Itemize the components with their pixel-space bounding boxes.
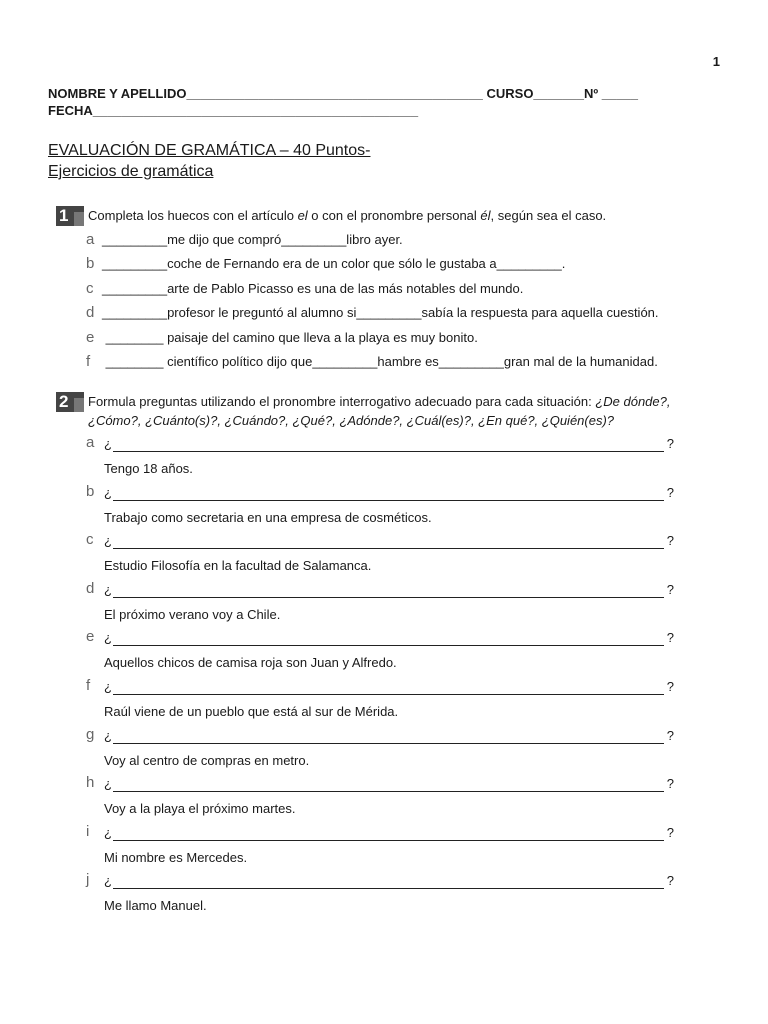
question-letter: h <box>86 774 95 792</box>
question-letter: a <box>86 434 95 451</box>
open-question-mark: ¿ <box>104 873 112 889</box>
exercise-1-header <box>56 206 696 225</box>
blank-rule <box>113 791 664 792</box>
exercise-2-badge: 2 <box>56 392 84 412</box>
given-answer: Aquellos chicos de camisa roja son Juan y Alfredo. <box>104 655 397 671</box>
exercise-1-item <box>86 303 706 323</box>
question-letter: g <box>86 725 95 743</box>
blank-rule <box>113 694 664 695</box>
question-answer-line[interactable] <box>104 630 674 650</box>
question-answer-line[interactable] <box>104 679 674 699</box>
item-text: _________profesor le preguntó al alumno si_________sabía la respuesta para aquella cuestión. <box>102 305 659 321</box>
item-text: ________ científico político dijo que_________hambre es_________gran mal de la humanidad. <box>102 354 658 369</box>
question-answer-line[interactable] <box>104 728 674 748</box>
given-answer: Mi nombre es Mercedes. <box>104 849 248 865</box>
item-text: _________arte de Pablo Picasso es una de las más notables del mundo. <box>102 280 524 296</box>
title-block <box>48 140 370 182</box>
question-answer-line[interactable] <box>104 533 674 553</box>
name-course-field: NOMBRE Y APELLIDO_________________________________________ CURSO_______Nº _____ <box>48 86 638 101</box>
blank-rule <box>113 451 664 452</box>
open-question-mark: ¿ <box>104 436 112 451</box>
blank-rule <box>113 500 664 501</box>
question-answer-line[interactable] <box>104 776 674 796</box>
given-answer: Raúl viene de un pueblo que está al sur de Mérida. <box>104 704 399 719</box>
given-answer: Voy a la playa el próximo martes. <box>104 801 296 817</box>
given-answer: Estudio Filosofía en la facultad de Salamanca. <box>104 558 372 574</box>
question-letter: d <box>86 579 95 597</box>
close-question-mark: ? <box>666 873 674 889</box>
close-question-mark: ? <box>666 776 674 792</box>
close-question-mark: ? <box>666 679 674 694</box>
open-question-mark: ¿ <box>104 581 112 597</box>
given-answer: Voy al centro de compras en metro. <box>104 752 310 768</box>
given-answer: Trabajo como secretaria en una empresa de cosméticos. <box>104 509 432 525</box>
open-question-mark: ¿ <box>104 824 112 840</box>
item-letter: d <box>86 304 95 322</box>
exercise-1-item <box>86 279 706 299</box>
item-text: ________ paisaje del camino que lleva a la playa es muy bonito. <box>102 329 478 345</box>
question-letter: e <box>86 628 95 646</box>
date-field: FECHA_____________________________________________ <box>48 103 419 118</box>
open-question-mark: ¿ <box>104 533 112 549</box>
question-answer-line[interactable] <box>104 436 674 456</box>
exercise-1-item <box>86 352 706 372</box>
item-letter: a <box>86 231 95 248</box>
question-letter: c <box>86 531 94 549</box>
item-letter: b <box>86 255 95 273</box>
open-question-mark: ¿ <box>104 484 112 500</box>
item-text: _________me dijo que compró_________libro ayer. <box>102 232 403 247</box>
item-letter: c <box>86 279 94 297</box>
page-number: 1 <box>712 54 720 69</box>
question-answer-line[interactable] <box>104 582 674 602</box>
given-answer: Me llamo Manuel. <box>104 898 207 914</box>
page-subtitle: Ejercicios de gramática <box>48 163 214 180</box>
close-question-mark: ? <box>666 581 674 597</box>
given-answer: Tengo 18 años. <box>104 461 193 476</box>
exercise-1-item <box>86 254 706 274</box>
close-question-mark: ? <box>666 727 674 743</box>
question-answer-line[interactable] <box>104 825 674 845</box>
open-question-mark: ¿ <box>104 630 112 646</box>
item-letter: e <box>86 328 95 346</box>
close-question-mark: ? <box>666 824 674 840</box>
question-answer-line[interactable] <box>104 873 674 893</box>
question-letter: i <box>86 822 90 840</box>
page-title: EVALUACIÓN DE GRAMÁTICA – 40 Puntos- <box>48 142 371 159</box>
blank-rule <box>113 597 664 598</box>
open-question-mark: ¿ <box>104 776 112 792</box>
exercise-2-header <box>56 392 696 430</box>
blank-rule <box>113 840 664 841</box>
close-question-mark: ? <box>666 484 674 500</box>
exercise-1-item <box>86 328 706 348</box>
blank-rule <box>113 743 664 744</box>
question-letter: j <box>86 871 90 889</box>
blank-rule <box>113 548 664 549</box>
blank-rule <box>113 645 664 646</box>
exercise-1-instruction: Completa los huecos con el artículo el o con el pronombre personal él, según sea el caso. <box>88 208 607 223</box>
exercise-1-badge: 1 <box>56 206 84 226</box>
item-text: _________coche de Fernando era de un color que sólo le gustaba a_________. <box>102 256 566 272</box>
exercise-1-item <box>86 230 706 250</box>
open-question-mark: ¿ <box>104 727 112 743</box>
blank-rule <box>113 888 664 889</box>
open-question-mark: ¿ <box>104 679 112 694</box>
given-answer: El próximo verano voy a Chile. <box>104 606 281 622</box>
exercise-2-instruction: Formula preguntas utilizando el pronombre interrogativo adecuado para cada situación: ¿De dónde?, ¿Cómo?, ¿Cuánto(s)?, ¿Cuándo?, ¿Qué?, ¿Adónde?, ¿Cuál(es)?, ¿En qué?, ¿Quién(es)? <box>88 394 671 428</box>
item-letter: f <box>86 353 91 370</box>
question-letter: f <box>86 677 91 694</box>
question-letter: b <box>86 482 95 500</box>
question-answer-line[interactable] <box>104 485 674 505</box>
close-question-mark: ? <box>666 533 674 549</box>
close-question-mark: ? <box>666 630 674 646</box>
close-question-mark: ? <box>666 436 674 451</box>
